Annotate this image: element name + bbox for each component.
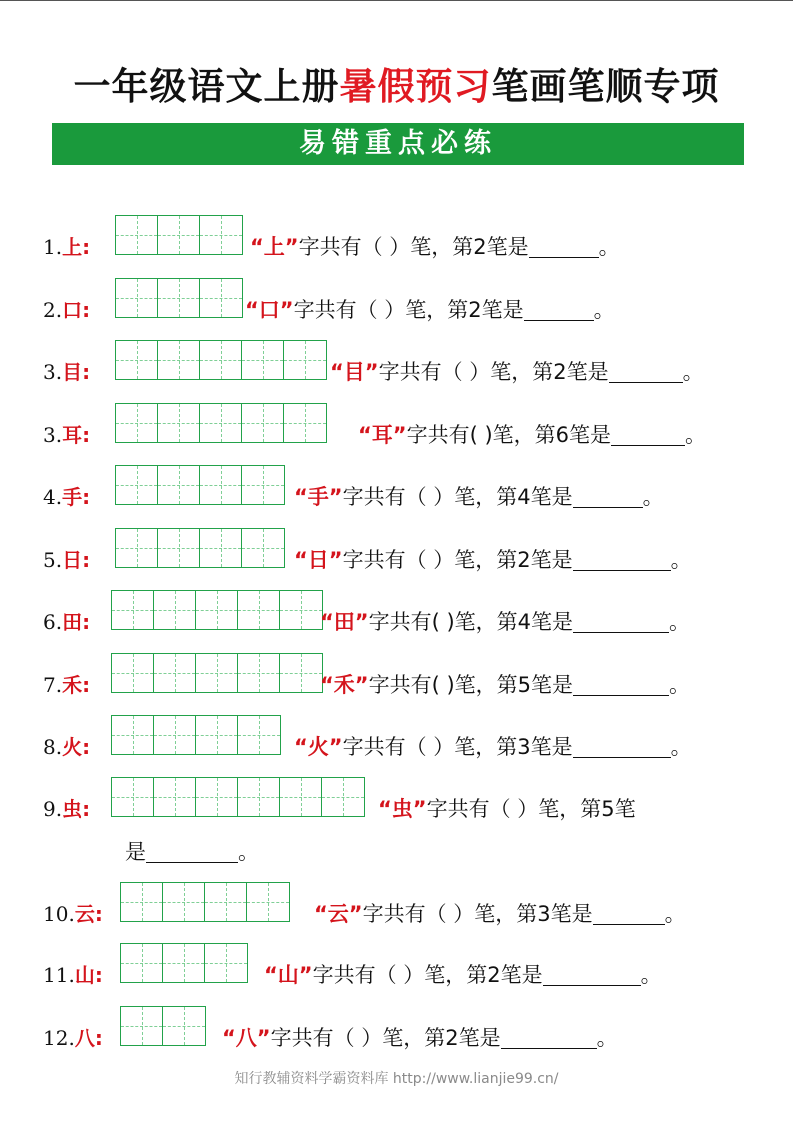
item-label — [43, 600, 90, 644]
item-number: 3. — [43, 360, 63, 384]
grid-cell[interactable] — [154, 778, 196, 816]
answer-blank[interactable] — [524, 292, 594, 321]
top-rule — [0, 0, 793, 1]
grid-cell[interactable] — [116, 216, 158, 254]
grid-cell[interactable] — [247, 883, 289, 921]
question-body: 字共有( )笔，第6笔是 — [406, 423, 612, 447]
answer-blank[interactable] — [609, 354, 683, 383]
answer-blank[interactable] — [573, 604, 669, 633]
title-part2: 笔画笔顺专项 — [491, 65, 720, 108]
exercise-item — [0, 350, 793, 394]
writing-grid[interactable] — [115, 403, 327, 443]
question-body: 字共有（ ）笔，第5笔 — [426, 797, 636, 821]
item-colon: : — [82, 360, 91, 384]
grid-cell[interactable] — [238, 591, 280, 629]
grid-cell[interactable] — [238, 654, 280, 692]
question-end: 。 — [670, 735, 692, 759]
item-label — [43, 892, 103, 936]
grid-cell[interactable] — [200, 404, 242, 442]
grid-cell[interactable] — [163, 883, 205, 921]
writing-grid[interactable] — [115, 215, 243, 255]
question-body: 字共有( )笔，第4笔是 — [368, 610, 574, 634]
quoted-character: “虫” — [378, 797, 427, 821]
grid-cell[interactable] — [205, 944, 247, 982]
question-end: 。 — [593, 298, 615, 322]
grid-cell[interactable] — [280, 654, 322, 692]
page-title — [0, 62, 793, 112]
question-text — [358, 413, 706, 457]
grid-cell[interactable] — [116, 404, 158, 442]
quoted-character: “耳” — [358, 423, 407, 447]
question-end: 。 — [642, 485, 664, 509]
exercise-item — [0, 953, 793, 997]
item-character: 日 — [62, 548, 83, 572]
grid-cell[interactable] — [116, 529, 158, 567]
question-body: 字共有（ ）笔，第2笔是 — [378, 360, 609, 384]
grid-cell[interactable] — [238, 778, 280, 816]
item-number: 1. — [43, 235, 63, 259]
grid-cell[interactable] — [242, 404, 284, 442]
item-character: 云 — [74, 902, 95, 926]
item-label — [43, 288, 90, 332]
item-label — [43, 953, 103, 997]
grid-cell[interactable] — [154, 654, 196, 692]
exercise-item — [0, 413, 793, 457]
item-character: 山 — [74, 963, 95, 987]
item-number: 12. — [43, 1026, 75, 1050]
exercise-item — [0, 725, 793, 769]
grid-cell[interactable] — [121, 883, 163, 921]
question-body: 字共有（ ）笔，第3笔是 — [362, 902, 593, 926]
question-body: 字共有（ ）笔，第2笔是 — [312, 963, 543, 987]
question-body: 字共有（ ）笔，第3笔是 — [342, 735, 573, 759]
answer-blank[interactable] — [543, 957, 641, 986]
question-end: 。 — [669, 610, 691, 634]
item-character: 口 — [62, 298, 83, 322]
grid-cell[interactable] — [284, 341, 326, 379]
answer-blank[interactable] — [501, 1020, 597, 1049]
item-colon: : — [82, 298, 91, 322]
item-number: 11. — [43, 963, 75, 987]
exercise-item — [0, 1016, 793, 1060]
grid-cell[interactable] — [112, 716, 154, 754]
answer-blank[interactable] — [146, 834, 238, 863]
question-text — [314, 892, 686, 936]
quoted-character: “禾” — [320, 673, 369, 697]
section-banner: 易错重点必练 — [52, 123, 744, 165]
grid-cell[interactable] — [112, 591, 154, 629]
answer-blank[interactable] — [573, 479, 643, 508]
question-body: 字共有（ ）笔，第2笔是 — [298, 235, 529, 259]
grid-cell[interactable] — [116, 341, 158, 379]
question-text — [250, 225, 620, 269]
answer-blank[interactable] — [573, 542, 671, 571]
item-number: 5. — [43, 548, 63, 572]
question-end: 。 — [596, 1026, 618, 1050]
exercise-item — [0, 600, 793, 644]
question-body: 字共有（ ）笔，第4笔是 — [342, 485, 573, 509]
grid-cell[interactable] — [200, 279, 242, 317]
item-colon: : — [82, 423, 91, 447]
question-end: 。 — [670, 548, 692, 572]
exercise-item — [0, 475, 793, 519]
grid-cell[interactable] — [154, 716, 196, 754]
grid-cell[interactable] — [242, 529, 284, 567]
quoted-character: “山” — [264, 963, 313, 987]
grid-cell[interactable] — [121, 1007, 163, 1045]
grid-cell[interactable] — [322, 778, 364, 816]
question-end: 。 — [682, 360, 704, 384]
item-character: 手 — [62, 485, 83, 509]
item-character: 耳 — [62, 423, 83, 447]
grid-cell[interactable] — [280, 591, 322, 629]
question-text — [320, 600, 690, 644]
footer-watermark: 知行教辅资料学霸资料库 http://www.lianjie99.cn/ — [234, 1071, 559, 1087]
grid-cell[interactable] — [163, 944, 205, 982]
exercise-item — [0, 663, 793, 707]
item-character: 禾 — [62, 673, 83, 697]
grid-cell[interactable] — [238, 716, 280, 754]
item-character: 火 — [62, 735, 83, 759]
grid-cell[interactable] — [112, 654, 154, 692]
question-text — [378, 787, 636, 831]
item-colon: : — [82, 610, 91, 634]
item-character: 目 — [62, 360, 83, 384]
question-end: 。 — [640, 963, 662, 987]
grid-cell[interactable] — [196, 654, 238, 692]
quoted-character: “目” — [330, 360, 379, 384]
grid-cell[interactable] — [158, 404, 200, 442]
item-colon: : — [94, 902, 103, 926]
item-label — [43, 225, 90, 269]
item-character: 虫 — [62, 797, 83, 821]
question-end: 。 — [664, 902, 686, 926]
quoted-character: “云” — [314, 902, 363, 926]
grid-cell[interactable] — [158, 529, 200, 567]
writing-grid[interactable] — [120, 1006, 206, 1046]
writing-grid[interactable] — [115, 528, 285, 568]
question-text — [294, 538, 692, 582]
question-end: 。 — [685, 423, 707, 447]
writing-grid[interactable] — [120, 882, 290, 922]
item-colon: : — [82, 485, 91, 509]
question-body: 字共有（ ）笔，第2笔是 — [342, 548, 573, 572]
question-body: 字共有( )笔，第5笔是 — [368, 673, 574, 697]
exercise-item — [0, 538, 793, 582]
item-label — [43, 725, 90, 769]
item-label — [43, 475, 90, 519]
writing-grid[interactable] — [120, 943, 248, 983]
question-end: 。 — [598, 235, 620, 259]
grid-cell[interactable] — [158, 216, 200, 254]
item-number: 8. — [43, 735, 63, 759]
item-character: 八 — [74, 1026, 95, 1050]
grid-cell[interactable] — [242, 466, 284, 504]
grid-cell[interactable] — [158, 279, 200, 317]
item-label — [43, 787, 90, 831]
question-text — [330, 350, 704, 394]
grid-cell[interactable] — [158, 466, 200, 504]
answer-blank[interactable] — [593, 896, 665, 925]
quoted-character: “火” — [294, 735, 343, 759]
item-colon: : — [94, 1026, 103, 1050]
exercise-item — [0, 787, 793, 831]
exercise-item — [0, 288, 793, 332]
item-character: 上 — [62, 235, 83, 259]
writing-grid[interactable] — [115, 278, 243, 318]
item-label — [43, 413, 90, 457]
grid-cell[interactable] — [280, 778, 322, 816]
question-text — [294, 725, 692, 769]
answer-blank[interactable] — [529, 229, 599, 258]
item-number: 7. — [43, 673, 63, 697]
item-label — [43, 350, 90, 394]
writing-grid[interactable] — [111, 777, 365, 817]
item-number: 6. — [43, 610, 63, 634]
answer-blank[interactable] — [573, 667, 669, 696]
item-9-continuation: 是 。 — [125, 832, 259, 872]
question-text — [264, 953, 662, 997]
grid-cell[interactable] — [163, 1007, 205, 1045]
item-number: 3. — [43, 423, 63, 447]
grid-cell[interactable] — [154, 591, 196, 629]
writing-grid[interactable] — [115, 465, 285, 505]
item-colon: : — [82, 235, 91, 259]
writing-grid[interactable] — [111, 590, 323, 630]
grid-cell[interactable] — [205, 883, 247, 921]
exercise-item — [0, 892, 793, 936]
question-body: 字共有（ ）笔，第2笔是 — [293, 298, 524, 322]
item-label — [43, 1016, 103, 1060]
writing-grid[interactable] — [111, 715, 281, 755]
grid-cell[interactable] — [196, 591, 238, 629]
grid-cell[interactable] — [200, 216, 242, 254]
question-text — [245, 288, 615, 332]
grid-cell[interactable] — [121, 944, 163, 982]
writing-grid[interactable] — [115, 340, 327, 380]
item-label — [43, 538, 90, 582]
quoted-character: “八” — [222, 1026, 271, 1050]
grid-cell[interactable] — [158, 341, 200, 379]
grid-cell[interactable] — [196, 778, 238, 816]
grid-cell[interactable] — [200, 466, 242, 504]
exercise-item — [0, 225, 793, 269]
grid-cell[interactable] — [116, 279, 158, 317]
item-colon: : — [82, 673, 91, 697]
quoted-character: “上” — [250, 235, 299, 259]
item-character: 田 — [62, 610, 83, 634]
question-text — [222, 1016, 618, 1060]
quoted-character: “田” — [320, 610, 369, 634]
grid-cell[interactable] — [116, 466, 158, 504]
writing-grid[interactable] — [111, 653, 323, 693]
item-number: 4. — [43, 485, 63, 509]
grid-cell[interactable] — [200, 529, 242, 567]
grid-cell[interactable] — [200, 341, 242, 379]
grid-cell[interactable] — [196, 716, 238, 754]
question-text — [320, 663, 690, 707]
grid-cell[interactable] — [284, 404, 326, 442]
item-label — [43, 663, 90, 707]
item-colon: : — [82, 797, 91, 821]
title-highlight: 暑假预习 — [339, 65, 492, 108]
quoted-character: “手” — [294, 485, 343, 509]
quoted-character: “口” — [245, 298, 294, 322]
item-colon: : — [82, 548, 91, 572]
item-number: 9. — [43, 797, 63, 821]
question-text — [294, 475, 664, 519]
quoted-character: “日” — [294, 548, 343, 572]
item-number: 2. — [43, 298, 63, 322]
grid-cell[interactable] — [242, 341, 284, 379]
item-colon: : — [82, 735, 91, 759]
title-part1: 一年级语文上册 — [73, 65, 340, 108]
question-body: 字共有（ ）笔，第2笔是 — [270, 1026, 501, 1050]
item-colon: : — [94, 963, 103, 987]
question-end: 。 — [669, 673, 691, 697]
item-number: 10. — [43, 902, 75, 926]
answer-blank[interactable] — [611, 417, 685, 446]
answer-blank[interactable] — [573, 729, 671, 758]
grid-cell[interactable] — [112, 778, 154, 816]
